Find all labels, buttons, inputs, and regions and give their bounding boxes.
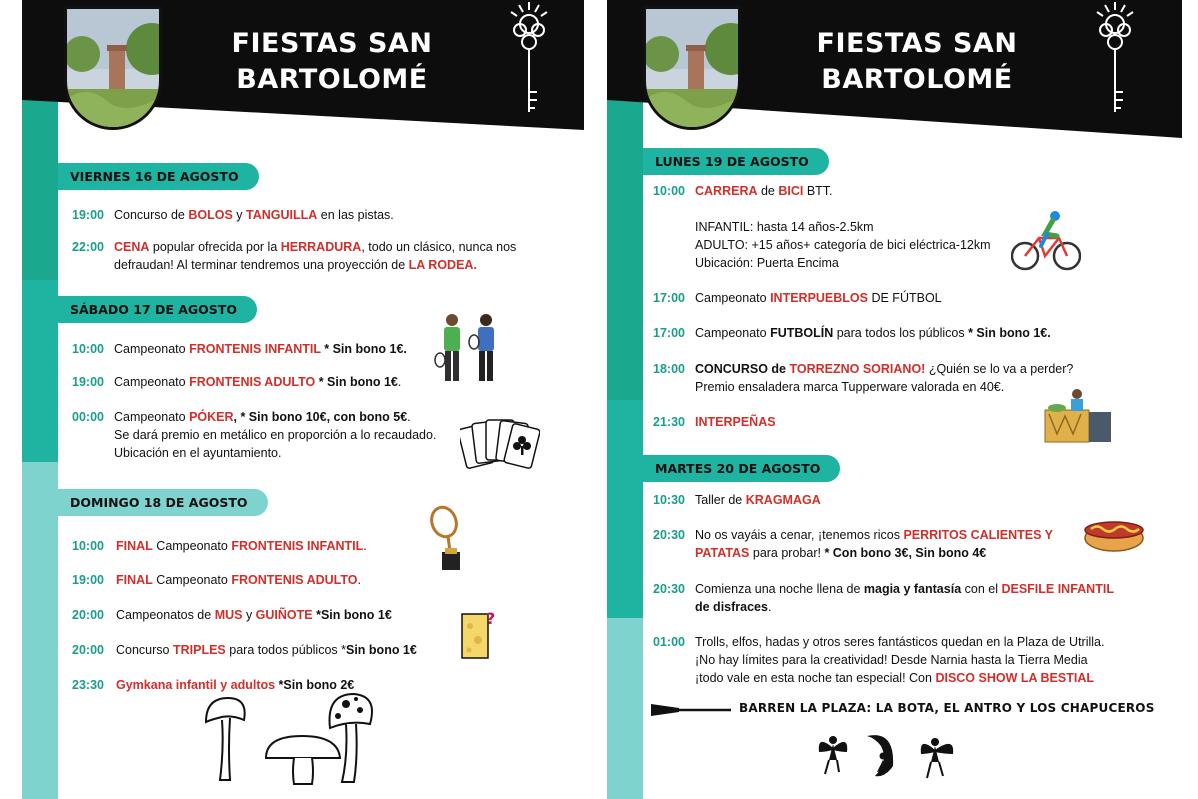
cyclist-icon [1011, 208, 1081, 274]
event-item [72, 606, 452, 624]
side-bar-segment [22, 280, 58, 462]
day-header-lunes: LUNES 19 DE AGOSTO [643, 148, 829, 175]
event-desc: Gymkana infantil y adultos *Sin bono 2€ [116, 678, 355, 692]
trophy-icon [426, 504, 466, 574]
event-item [653, 324, 1113, 342]
event-time: 10:00 [653, 184, 685, 198]
event-desc: CENA popular ofrecida por la HERRADURA, todo un clásico, nunca nos defraudan! Al terminar tendremos una proyección de LA RODEA. [114, 240, 517, 272]
event-time: 19:00 [72, 208, 104, 222]
broom-icon [651, 702, 731, 718]
footer-announcement: BARREN LA PLAZA: LA BOTA, EL ANTRO Y LOS CHAPUCEROS [739, 701, 1155, 715]
day-header-sabado: SÁBADO 17 DE AGOSTO [58, 296, 257, 323]
playing-cards-icon [460, 414, 540, 474]
event-time: 00:00 [72, 410, 104, 424]
event-desc: Campeonato FUTBOLÍN para todos los públicos * Sin bono 1€. [695, 326, 1051, 340]
event-desc: FINAL Campeonato FRONTENIS INFANTIL. [116, 539, 367, 553]
title-line-1: FIESTAS SAN [816, 28, 1018, 59]
event-desc: Concurso TRIPLES para todos públicos *Sin bono 1€ [116, 643, 417, 657]
event-item [653, 491, 953, 509]
event-time: 21:30 [653, 415, 685, 429]
event-desc: Trolls, elfos, hadas y otros seres fantásticos quedan en la Plaza de Utrilla. ¡No hay límites para la creatividad! Desde Narnia hasta la Tierra Media ¡todo vale en esta noche tan especial! Con DISCO SHOW LA BESTIAL [695, 635, 1105, 685]
key-icon [1093, 0, 1137, 116]
event-desc: INTERPEÑAS [695, 415, 776, 429]
event-item [72, 373, 472, 391]
event-item [72, 408, 472, 462]
event-item [72, 206, 572, 224]
event-desc: Concurso de BOLOS y TANGUILLA en las pistas. [114, 208, 394, 222]
title-line-2: BARTOLOMÉ [821, 64, 1013, 95]
event-time: 17:00 [653, 291, 685, 305]
event-desc: Campeonatos de MUS y GUIÑOTE *Sin bono 1€ [116, 608, 392, 622]
page-title [787, 26, 1047, 98]
event-desc: CONCURSO de TORREZNO SORIANO! ¿Quién se lo va a perder? Premio ensaladera marca Tupperware valorada en 40€. [695, 362, 1074, 394]
event-item [72, 340, 472, 358]
title-line-1: FIESTAS SAN [231, 28, 433, 59]
event-time: 10:30 [653, 493, 685, 507]
event-desc: Comienza una noche llena de magia y fantasía con el DESFILE INFANTIL de disfraces. [695, 582, 1114, 614]
event-item [653, 526, 1083, 562]
event-item [653, 580, 1153, 616]
event-time: 19:00 [72, 573, 104, 587]
village-photo [643, 6, 741, 130]
event-item [72, 641, 452, 659]
event-desc: CARRERA de BICI BTT. INFANTIL: hasta 14 años-2.5km ADULTO: +15 años+ categoría de bici eléctrica-12km Ubicación: Puerta Encima [695, 184, 991, 270]
event-time: 17:00 [653, 326, 685, 340]
event-time: 10:00 [72, 539, 104, 553]
event-time: 22:00 [72, 240, 104, 254]
title-line-2: BARTOLOMÉ [236, 64, 428, 95]
event-item [72, 537, 452, 555]
event-time: 20:00 [72, 643, 104, 657]
event-desc: Campeonato FRONTENIS ADULTO * Sin bono 1€. [114, 375, 402, 389]
tennis-players-icon [434, 312, 504, 394]
header-band [607, 0, 1182, 140]
program-page-left [22, 0, 584, 799]
event-desc: FINAL Campeonato FRONTENIS ADULTO. [116, 573, 361, 587]
side-bar-segment [607, 618, 643, 799]
event-desc: No os vayáis a cenar, ¡tenemos ricos PERRITOS CALIENTES Y PATATAS para probar! * Con bono 3€, Sin bono 4€ [695, 528, 1054, 560]
event-time: 01:00 [653, 635, 685, 649]
event-desc: Campeonato PÓKER, * Sin bono 10€, con bono 5€. Se dará premio en metálico en proporción a lo recaudado. Ubicación en el ayuntamiento. [114, 410, 437, 460]
key-icon [507, 0, 551, 116]
mushrooms-icon [200, 688, 376, 788]
day-header-martes: MARTES 20 DE AGOSTO [643, 455, 840, 482]
village-photo [64, 6, 162, 130]
event-desc: Taller de KRAGMAGA [695, 493, 821, 507]
header-band [22, 0, 584, 140]
event-time: 23:30 [72, 678, 104, 692]
event-item [72, 238, 572, 274]
event-item [72, 571, 452, 589]
page-title [202, 26, 462, 98]
fairies-icon [815, 726, 959, 784]
puzzle-icon [460, 608, 500, 660]
event-desc: Campeonato INTERPUEBLOS DE FÚTBOL [695, 291, 942, 305]
svg-text:?: ? [486, 609, 496, 628]
day-header-domingo: DOMINGO 18 DE AGOSTO [58, 489, 268, 516]
cooking-stand-icon [1043, 386, 1113, 444]
hotdog-icon [1083, 510, 1145, 554]
event-time: 10:00 [72, 342, 104, 356]
side-bar-segment [22, 462, 58, 799]
event-item [653, 413, 853, 431]
event-item [653, 289, 1053, 307]
event-item [653, 182, 1053, 272]
event-time: 20:30 [653, 528, 685, 542]
program-page-right [607, 0, 1182, 799]
event-time: 20:30 [653, 582, 685, 596]
event-item [653, 633, 1173, 687]
event-time: 19:00 [72, 375, 104, 389]
event-time: 18:00 [653, 362, 685, 376]
event-time: 20:00 [72, 608, 104, 622]
event-desc: Campeonato FRONTENIS INFANTIL * Sin bono 1€. [114, 342, 407, 356]
day-header-viernes: VIERNES 16 DE AGOSTO [58, 163, 259, 190]
side-bar-segment [607, 400, 643, 618]
